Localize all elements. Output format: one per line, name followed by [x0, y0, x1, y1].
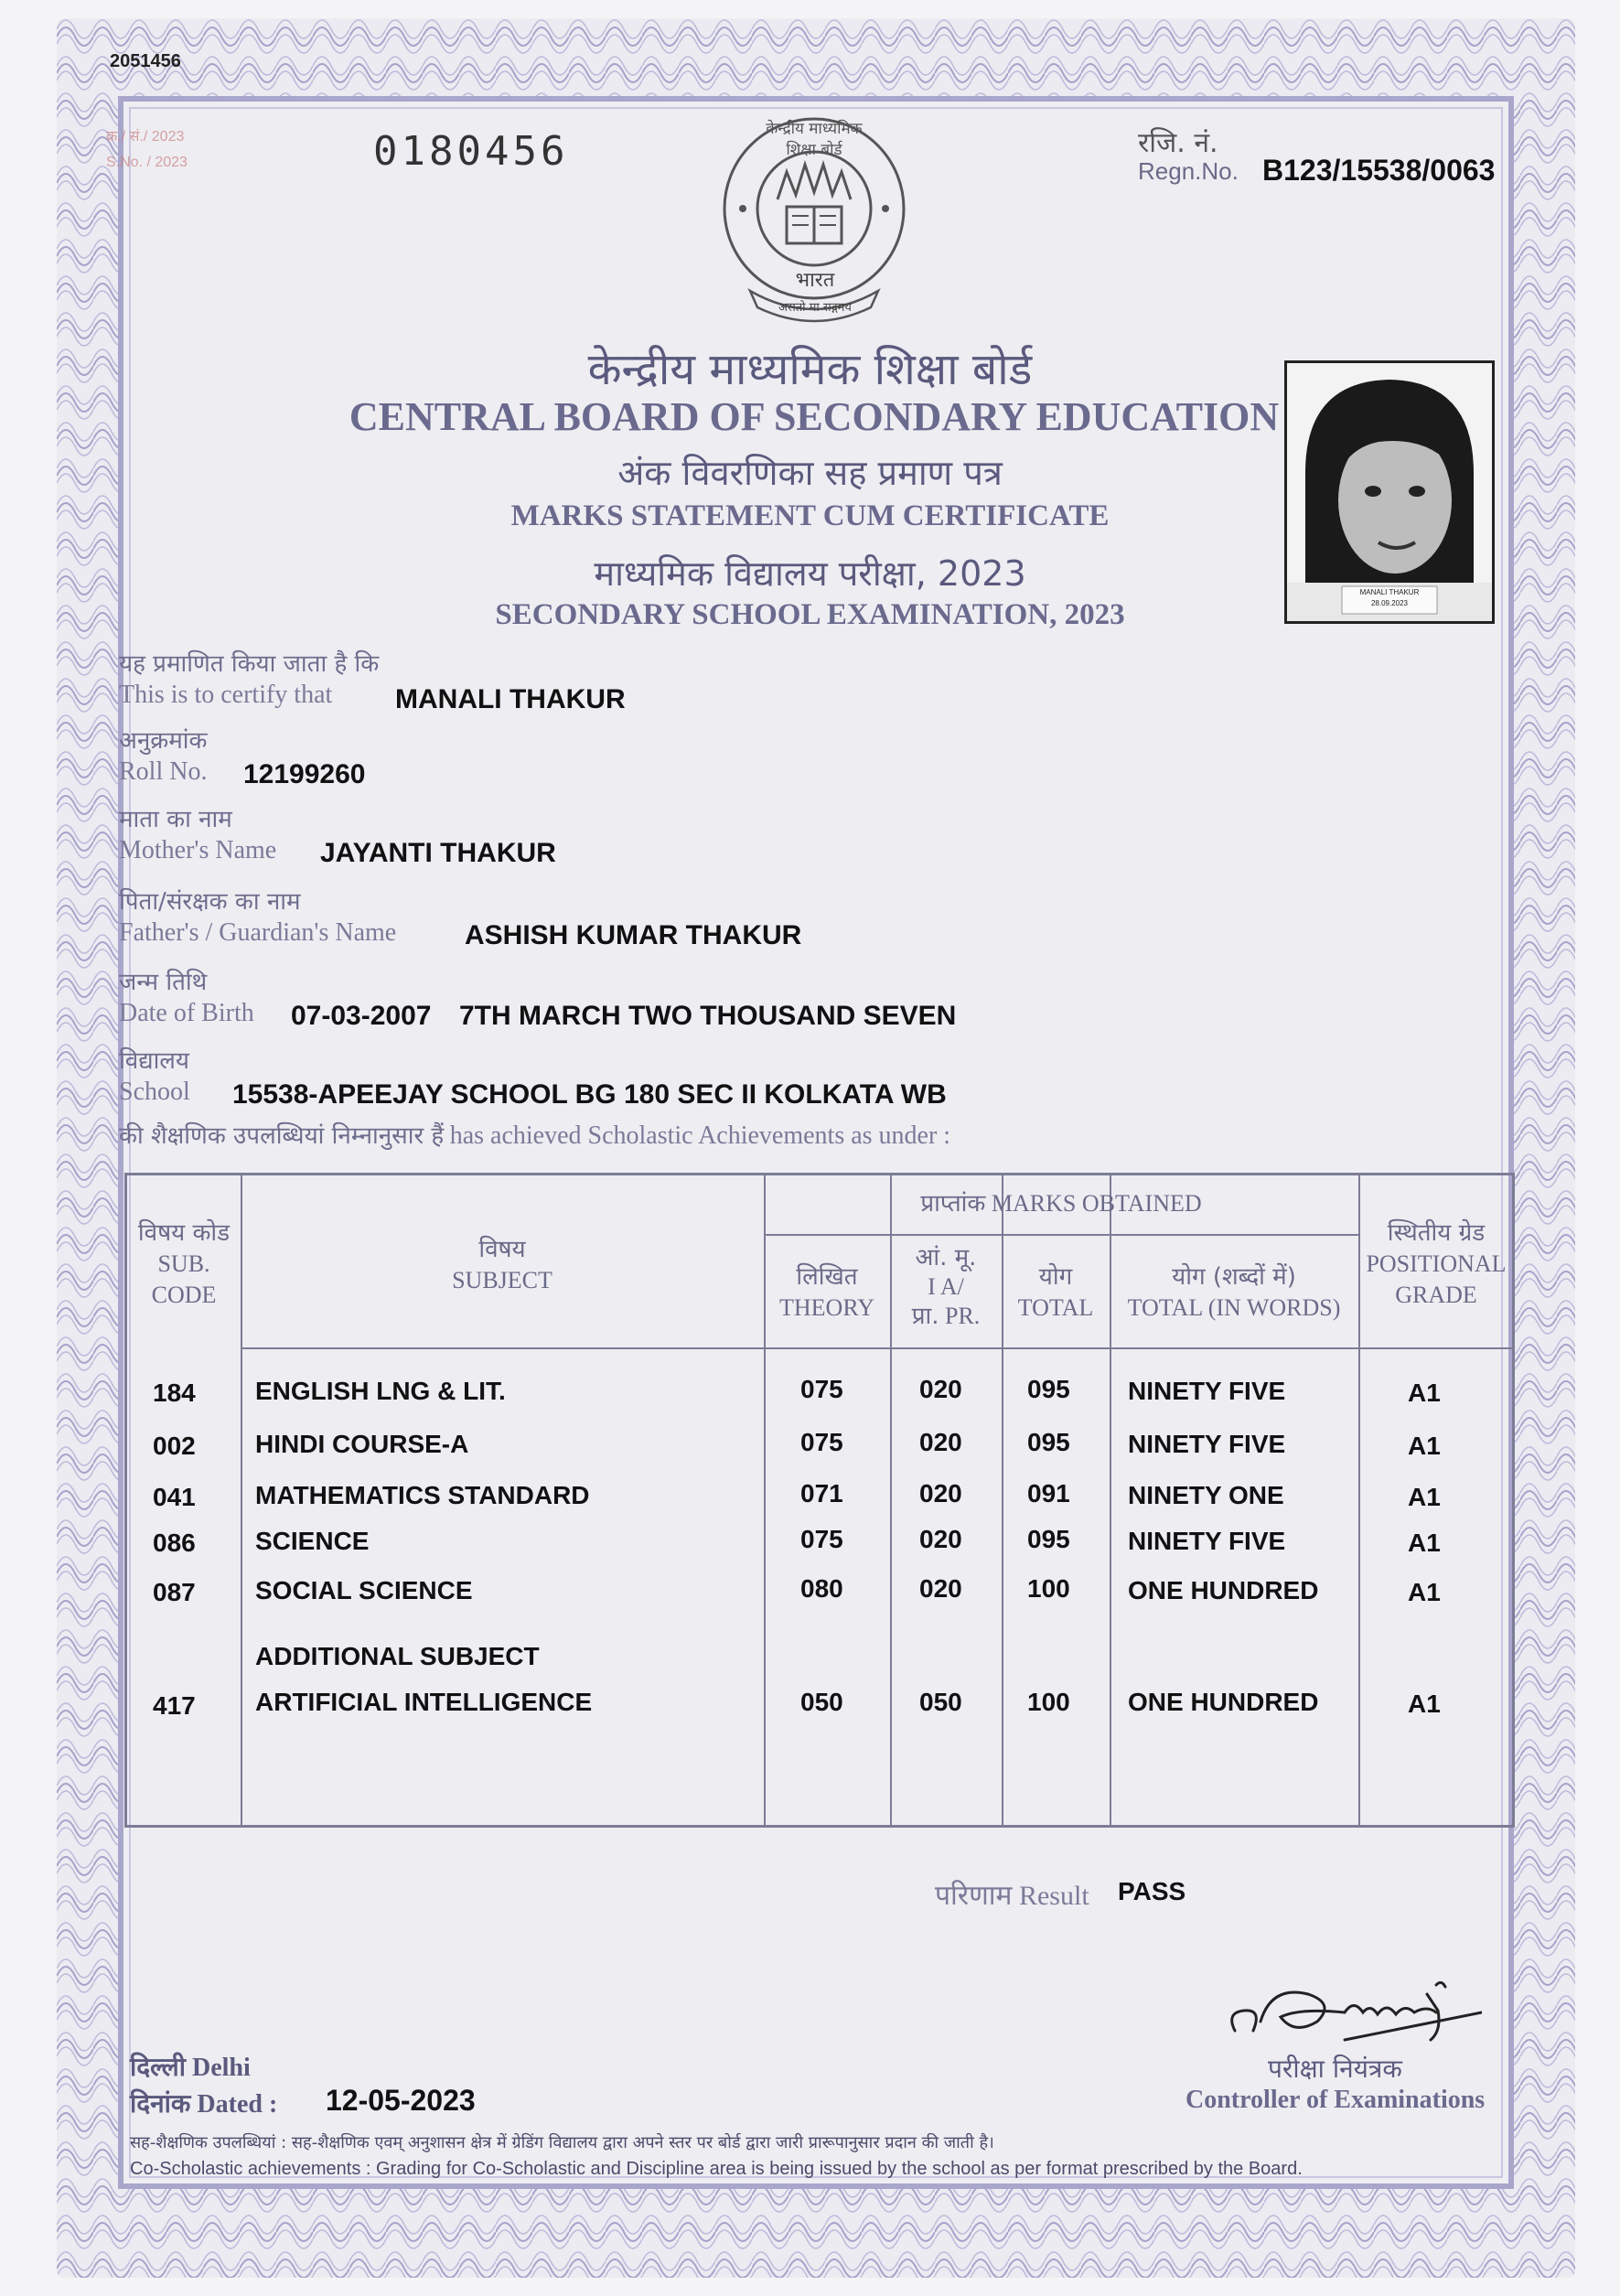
photo-caption-date: 28.09.2023: [1370, 599, 1409, 607]
board-title-hindi: केन्द्रीय माध्यमिक शिक्षा बोर्ड: [587, 344, 1033, 395]
header-pr-hindi: प्रा.: [911, 1303, 939, 1330]
row-theory: 080: [800, 1574, 843, 1603]
school-label: School: [119, 1078, 190, 1106]
certificate-title-english: MARKS STATEMENT CUM CERTIFICATE: [510, 499, 1110, 532]
school-name: 15538-APEEJAY SCHOOL BG 180 SEC II KOLKATA WB: [232, 1079, 947, 1110]
header-ia-hindi: आं. मू.: [915, 1244, 977, 1271]
header-words-en: TOTAL (IN WORDS): [1127, 1294, 1341, 1321]
certificate-number: 0180456: [373, 128, 569, 175]
photo-image: [1287, 363, 1492, 621]
regn-label: Regn.No.: [1138, 157, 1239, 185]
header-pr-en: PR.: [944, 1303, 981, 1329]
emblem-top-text: केन्द्रीय माध्यमिक शिक्षा बोर्ड: [766, 120, 863, 159]
roll-label: Roll No.: [119, 757, 208, 786]
co-scholastic-note-hindi: सह-शैक्षणिक उपलब्धियां : सह-शैक्षणिक एवम् अनुशासन क्षेत्र में ग्रेडिंग विद्यालय द्वारा अपने स्तर पर बोर्ड द्वारा जारी प्रारूपानुसार प्रदान की जाती है।: [130, 2133, 994, 2152]
row-words: NINETY ONE: [1128, 1481, 1284, 1509]
controller-english: Controller of Examinations: [1185, 2086, 1486, 2114]
father-name: ASHISH KUMAR THAKUR: [465, 920, 802, 950]
header-theory-hindi: लिखित: [796, 1263, 858, 1291]
header-marks-hindi: प्राप्तांक: [920, 1190, 986, 1218]
issue-date: 12-05-2023: [326, 2084, 476, 2117]
header-subject: [241, 1234, 764, 1296]
co-scholastic-note-english: Co-Scholastic achievements : Grading for Co-Scholastic and Discipline area is being issued by the school as per format prescribed by the Board.: [130, 2159, 1303, 2179]
row-grade: A1: [1408, 1690, 1441, 1718]
row-theory: 075: [800, 1428, 843, 1456]
date-label: दिनांक Dated :: [130, 2090, 278, 2119]
header-total-hindi: योग: [1038, 1263, 1073, 1291]
result-label-hindi: परिणाम: [935, 1880, 1013, 1912]
header-code-hindi: विषय कोड: [137, 1219, 231, 1247]
regn-hindi-label: रजि. नं.: [1138, 127, 1218, 159]
header-ia-pr: [890, 1243, 1002, 1331]
board-title-english: CENTRAL BOARD OF SECONDARY EDUCATION: [349, 394, 1280, 439]
row-ia: 020: [919, 1375, 962, 1403]
mother-name: JAYANTI THAKUR: [320, 838, 556, 868]
header-ia-en: I A/: [928, 1273, 964, 1300]
row-ia: 050: [919, 1688, 962, 1716]
father-hindi: पिता/संरक्षक का नाम: [119, 888, 301, 916]
certify-hindi: यह प्रमाणित किया जाता है कि: [119, 650, 380, 678]
roll-hindi: अनुक्रमांक: [119, 727, 208, 755]
result-label: [935, 1875, 1089, 1913]
row-total: 095: [1027, 1375, 1070, 1403]
row-subject: ARTIFICIAL INTELLIGENCE: [255, 1688, 593, 1716]
row-total: 091: [1027, 1479, 1070, 1507]
row-words: ONE HUNDRED: [1128, 1688, 1319, 1716]
stamp-line2: S.No. / 2023: [106, 155, 188, 170]
controller-signature: [1207, 1958, 1482, 2058]
serial-number: 2051456: [110, 51, 181, 71]
stamp-line1: क्र./ सं./ 2023: [106, 129, 185, 145]
row-subject: HINDI COURSE-A: [255, 1430, 469, 1458]
row-code: 417: [153, 1691, 196, 1720]
roll-number: 12199260: [243, 759, 366, 789]
row-grade: A1: [1408, 1379, 1441, 1407]
row-theory: 071: [800, 1479, 843, 1507]
row-theory: 075: [800, 1375, 843, 1403]
header-marks-en: MARKS OBTAINED: [991, 1190, 1202, 1217]
header-subject-en: SUBJECT: [452, 1267, 553, 1293]
achievement-line: [119, 1118, 950, 1151]
header-total-words: [1110, 1261, 1358, 1324]
student-photo: [1284, 360, 1495, 624]
header-grade: [1358, 1218, 1514, 1311]
student-name: MANALI THAKUR: [395, 684, 626, 714]
achievement-english: has achieved Scholastic Achievements as under :: [449, 1121, 951, 1150]
row-total: 095: [1027, 1428, 1070, 1456]
row-grade: A1: [1408, 1578, 1441, 1606]
dob-value: 07-03-2007: [291, 1001, 432, 1031]
row-subject: SCIENCE: [255, 1527, 370, 1555]
result-label-english: Result: [1018, 1881, 1089, 1911]
row-ia: 020: [919, 1479, 962, 1507]
dob-hindi: जन्म तिथि: [119, 969, 208, 996]
row-total: 100: [1027, 1688, 1070, 1716]
row-ia: 020: [919, 1525, 962, 1553]
row-code: 041: [153, 1483, 196, 1511]
row-grade: A1: [1408, 1529, 1441, 1557]
row-subject: SOCIAL SCIENCE: [255, 1576, 473, 1604]
header-code-en2: CODE: [151, 1282, 217, 1308]
row-total: 095: [1027, 1525, 1070, 1553]
exam-title-english: SECONDARY SCHOOL EXAMINATION, 2023: [495, 598, 1125, 631]
header-total: [1002, 1261, 1110, 1324]
controller-hindi: परीक्षा नियंत्रक: [1268, 2054, 1402, 2084]
row-code: 184: [153, 1379, 196, 1407]
certificate-title-hindi: अंक विवरणिका सह प्रमाण पत्र: [617, 453, 1003, 493]
row-subject: ENGLISH LNG & LIT.: [255, 1377, 506, 1405]
row-theory: 050: [800, 1688, 843, 1716]
header-theory-en: THEORY: [779, 1294, 874, 1321]
header-code-en1: SUB.: [157, 1250, 210, 1277]
row-grade: A1: [1408, 1483, 1441, 1511]
header-grade-hindi: स्थितीय ग्रेड: [1387, 1219, 1486, 1247]
row-code: 087: [153, 1578, 196, 1606]
mother-hindi: माता का नाम: [119, 806, 232, 833]
header-grade-en1: POSITIONAL: [1366, 1250, 1507, 1277]
red-stamp: [106, 124, 318, 181]
photo-caption-name: MANALI THAKUR: [1359, 588, 1420, 596]
row-theory: 075: [800, 1525, 843, 1553]
header-sub-code: [127, 1218, 241, 1311]
row-code: 002: [153, 1432, 196, 1460]
marks-table: [124, 1173, 1515, 1828]
dob-words: 7TH MARCH TWO THOUSAND SEVEN: [459, 1001, 957, 1031]
dob-label: Date of Birth: [119, 999, 254, 1027]
header-subject-hindi: विषय: [478, 1236, 526, 1263]
emblem-bottom-text: भारत: [795, 269, 835, 292]
header-theory: [764, 1261, 890, 1324]
row-ia: 020: [919, 1574, 962, 1603]
header-grade-en2: GRADE: [1395, 1282, 1477, 1308]
certify-label: This is to certify that: [119, 681, 333, 709]
row-subject: MATHEMATICS STANDARD: [255, 1481, 590, 1509]
mother-label: Mother's Name: [119, 836, 277, 864]
row-words: NINETY FIVE: [1128, 1527, 1286, 1555]
header-words-hindi: योग (शब्दों में): [1172, 1263, 1296, 1291]
school-hindi: विद्यालय: [119, 1047, 190, 1075]
row-words: ONE HUNDRED: [1128, 1576, 1319, 1604]
regn-number: B123/15538/0063: [1262, 154, 1496, 187]
result-value: PASS: [1118, 1877, 1186, 1905]
place: दिल्ली Delhi: [130, 2054, 251, 2082]
row-grade: A1: [1408, 1432, 1441, 1460]
row-words: NINETY FIVE: [1128, 1377, 1286, 1405]
row-total: 100: [1027, 1574, 1070, 1603]
father-label: Father's / Guardian's Name: [119, 918, 397, 947]
achievement-hindi: की शैक्षणिक उपलब्धियां निम्नानुसार हैं: [119, 1122, 445, 1150]
row-words: NINETY FIVE: [1128, 1430, 1286, 1458]
header-marks-obtained: [764, 1188, 1358, 1219]
emblem-motto: असतो मा सद्गमय: [778, 301, 852, 315]
additional-subject-label: ADDITIONAL SUBJECT: [255, 1642, 540, 1670]
row-ia: 020: [919, 1428, 962, 1456]
header-total-en: TOTAL: [1017, 1294, 1094, 1321]
row-code: 086: [153, 1529, 196, 1557]
exam-title-hindi: माध्यमिक विद्यालय परीक्षा, 2023: [594, 553, 1026, 594]
